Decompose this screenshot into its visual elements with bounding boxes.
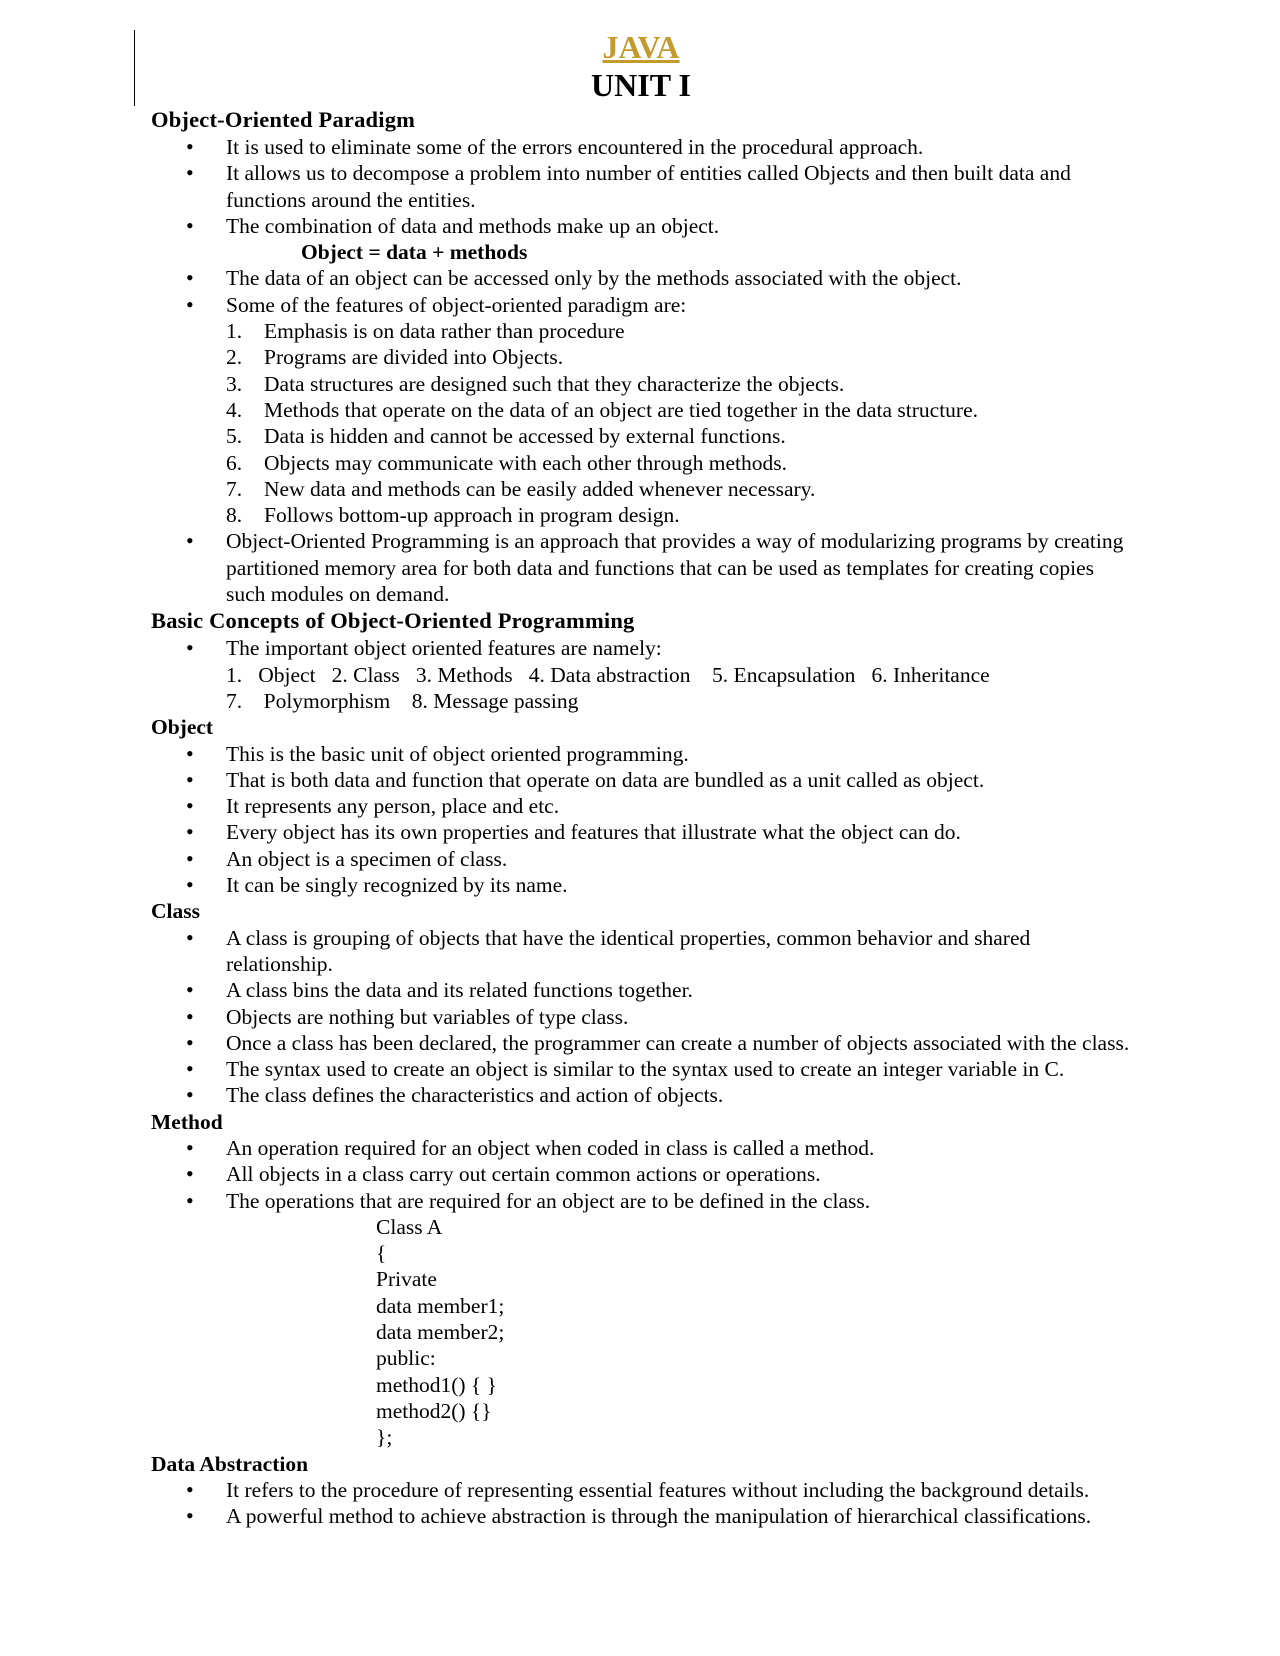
feature-number: 2. [226,345,243,370]
heading-basic-concepts: Basic Concepts of Object-Oriented Programming [151,608,635,634]
list-item: • The operations that are required for an object are to be defined in the class. [151,1188,1131,1214]
list-item: • The syntax used to create an object is similar to the syntax used to create an integer variable in C. [151,1056,1131,1082]
feature-item [151,502,1131,528]
list-item: • It is used to eliminate some of the errors encountered in the procedural approach. [151,134,1131,160]
feature-item [151,344,1131,370]
list-item: • The combination of data and methods make up an object. [151,213,1131,239]
list-item: • Once a class has been declared, the programmer can create a number of objects associated with the class. [151,1030,1131,1056]
heading-oop-paradigm: Object-Oriented Paradigm [151,107,416,132]
feature-text: Emphasis is on data rather than procedure [264,319,625,344]
feature-number: 7. [226,476,243,501]
feature-text: Follows bottom-up approach in program design. [264,503,680,528]
feature-item [151,476,1131,502]
class-list [151,925,1131,1109]
feature-text: Data is hidden and cannot be accessed by external functions. [264,424,786,449]
feature-number: 1. [226,319,243,344]
list-item: • An object is a specimen of class. [151,846,1131,872]
feature-number: 5. [226,424,243,449]
code-line: method1() { } [376,1372,497,1397]
code-line: public: [376,1346,436,1371]
features-row-2: 7. Polymorphism 8. Message passing [226,688,579,713]
heading-object: Object [151,715,214,740]
feature-number: 8. [226,503,243,528]
document-page [151,28,1131,1529]
list-item: • A class bins the data and its related functions together. [151,977,1131,1003]
feature-number: 6. [226,450,243,475]
features-row-1: 1. Object 2. Class 3. Methods 4. Data abstraction 5. Encapsulation 6. Inheritance [226,662,990,687]
feature-item [151,318,1131,344]
list-item: • It refers to the procedure of representing essential features without including the background details. [151,1477,1131,1503]
list-item: • An operation required for an object when coded in class is called a method. [151,1135,1131,1161]
list-item: • A powerful method to achieve abstraction is through the manipulation of hierarchical classifications. [151,1503,1131,1529]
margin-line [134,30,135,106]
list-item: • This is the basic unit of object oriented programming. [151,741,1131,767]
list-item: • Some of the features of object-oriented paradigm are: [151,292,1131,318]
feature-item [151,397,1131,423]
oop-paradigm-list-a [151,134,1131,239]
heading-data-abstraction: Data Abstraction [151,1451,309,1476]
feature-number: 4. [226,397,243,422]
code-line: data member1; [376,1293,505,1318]
feature-item [151,371,1131,397]
document-title: JAVA [602,29,680,65]
code-line: Private [376,1267,437,1292]
feature-item [151,450,1131,476]
list-item: • It represents any person, place and etc. [151,793,1131,819]
heading-class: Class [151,899,200,924]
basic-concepts-list [151,635,1131,661]
list-item: • Every object has its own properties and features that illustrate what the object can do. [151,819,1131,845]
list-item: • Objects are nothing but variables of type class. [151,1004,1131,1030]
data-abstraction-list [151,1477,1131,1530]
object-formula: Object = data + methods [301,240,528,265]
feature-text: New data and methods can be easily added whenever necessary. [264,476,816,501]
code-line: method2() {} [376,1398,492,1423]
list-item: • The important object oriented features are namely: [151,635,1131,661]
object-list [151,741,1131,899]
code-line: Class A [376,1214,443,1239]
heading-method: Method [151,1109,223,1134]
feature-number: 3. [226,371,243,396]
method-list [151,1135,1131,1214]
list-item: • All objects in a class carry out certain common actions or operations. [151,1161,1131,1187]
feature-item [151,423,1131,449]
list-item: • Object-Oriented Programming is an approach that provides a way of modularizing programs by creating partitioned memory area for both data and functions that can be used as templates for creating copies such modules on demand. [151,528,1131,607]
list-item: • The data of an object can be accessed only by the methods associated with the object. [151,265,1131,291]
list-item: • It can be singly recognized by its name. [151,872,1131,898]
list-item: • A class is grouping of objects that have the identical properties, common behavior and shared relationship. [151,925,1131,978]
list-item: • That is both data and function that operate on data are bundled as a unit called as object. [151,767,1131,793]
oop-paradigm-list-c [151,528,1131,607]
class-code-example [151,1214,1131,1451]
list-item: • The class defines the characteristics and action of objects. [151,1082,1131,1108]
feature-text: Objects may communicate with each other through methods. [264,450,788,475]
feature-text: Data structures are designed such that they characterize the objects. [264,371,845,396]
list-item: • It allows us to decompose a problem into number of entities called Objects and then built data and functions around the entities. [151,160,1131,213]
feature-text: Programs are divided into Objects. [264,345,564,370]
code-line: }; [376,1425,393,1450]
code-line: { [376,1241,387,1266]
oop-paradigm-list-b [151,265,1131,318]
unit-title: UNIT I [591,67,691,103]
feature-text: Methods that operate on the data of an object are tied together in the data structure. [264,397,979,422]
oop-features-list [151,318,1131,528]
code-line: data member2; [376,1320,505,1345]
